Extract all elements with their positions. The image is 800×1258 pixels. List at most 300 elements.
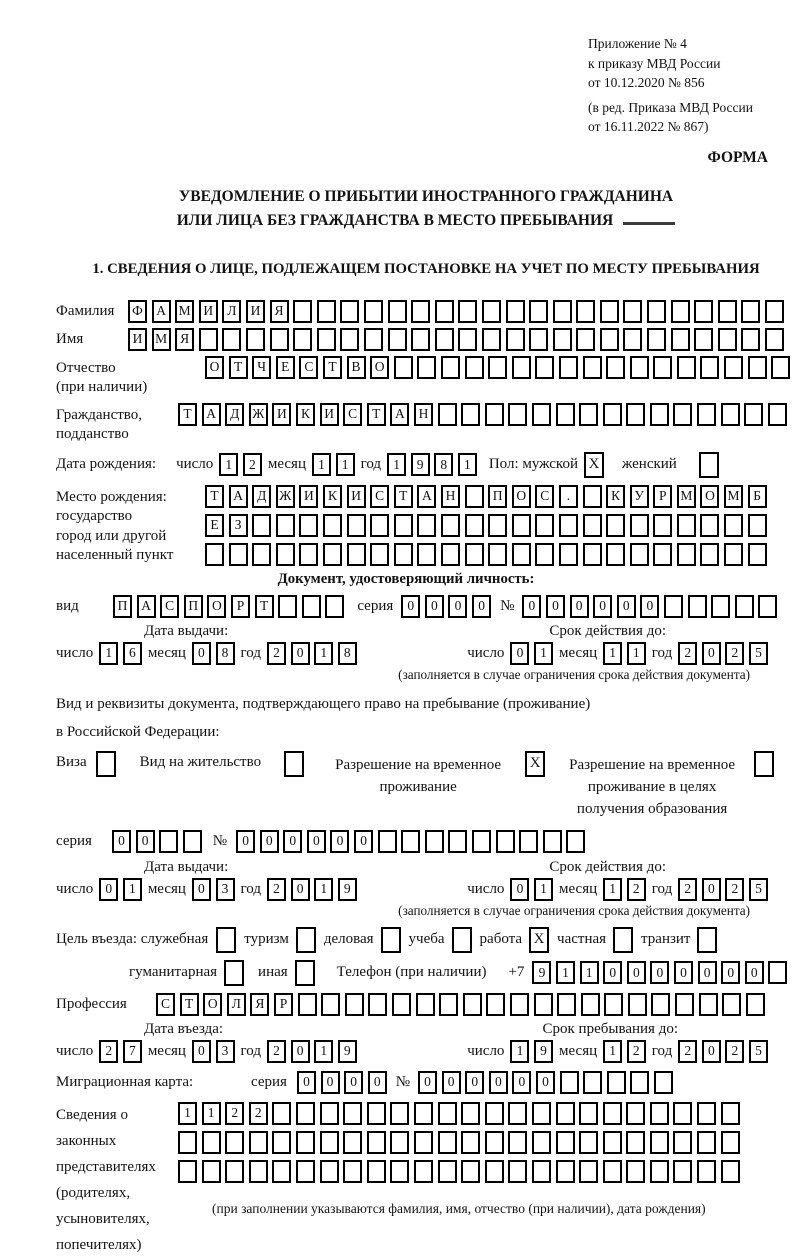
form-cell[interactable] <box>512 543 531 566</box>
form-cell[interactable] <box>272 1131 291 1154</box>
form-cell[interactable] <box>699 993 718 1016</box>
gender-male-checkbox[interactable]: X <box>584 452 604 478</box>
form-cell[interactable] <box>650 1131 669 1154</box>
form-cell[interactable]: 0 <box>674 961 693 984</box>
form-cell[interactable] <box>630 356 649 379</box>
purpose-private-checkbox[interactable] <box>613 927 633 953</box>
form-cell[interactable] <box>722 993 741 1016</box>
form-cell[interactable] <box>534 993 553 1016</box>
form-cell[interactable]: И <box>299 485 318 508</box>
form-cell[interactable]: И <box>246 300 265 323</box>
form-cell[interactable]: 0 <box>260 830 279 853</box>
form-cell[interactable] <box>607 1071 626 1094</box>
form-cell[interactable] <box>320 1102 339 1125</box>
stay-doc-valid-day-cells[interactable] <box>510 878 553 901</box>
form-cell[interactable]: Т <box>205 485 224 508</box>
form-cell[interactable]: 0 <box>448 595 467 618</box>
form-cell[interactable] <box>529 328 548 351</box>
form-cell[interactable]: Е <box>205 514 224 537</box>
form-cell[interactable] <box>465 485 484 508</box>
purpose-transit-checkbox[interactable] <box>697 927 717 953</box>
id-doc-valid-month-cells[interactable] <box>603 642 646 665</box>
form-cell[interactable] <box>486 993 505 1016</box>
id-doc-issued-year-cells[interactable] <box>267 642 357 665</box>
form-cell[interactable] <box>276 543 295 566</box>
form-cell[interactable] <box>496 830 515 853</box>
form-cell[interactable] <box>159 830 178 853</box>
form-cell[interactable] <box>485 1131 504 1154</box>
form-cell[interactable]: 1 <box>336 453 355 476</box>
firstname-cells[interactable] <box>128 328 784 351</box>
form-cell[interactable] <box>417 514 436 537</box>
form-cell[interactable]: 6 <box>123 642 142 665</box>
form-cell[interactable]: И <box>199 300 218 323</box>
form-cell[interactable] <box>392 993 411 1016</box>
form-cell[interactable] <box>559 356 578 379</box>
form-cell[interactable]: Ч <box>252 356 271 379</box>
form-cell[interactable] <box>556 1102 575 1125</box>
form-cell[interactable]: 0 <box>745 961 764 984</box>
form-cell[interactable]: С <box>535 485 554 508</box>
form-cell[interactable] <box>741 300 760 323</box>
form-cell[interactable] <box>425 830 444 853</box>
form-cell[interactable]: 0 <box>425 595 444 618</box>
form-cell[interactable]: О <box>203 993 222 1016</box>
form-cell[interactable] <box>746 993 765 1016</box>
form-cell[interactable] <box>647 300 666 323</box>
form-cell[interactable] <box>697 1131 716 1154</box>
form-cell[interactable]: 5 <box>749 878 768 901</box>
form-cell[interactable]: Т <box>255 595 274 618</box>
form-cell[interactable] <box>485 1102 504 1125</box>
form-cell[interactable]: А <box>152 300 171 323</box>
form-cell[interactable]: П <box>113 595 132 618</box>
form-cell[interactable] <box>583 514 602 537</box>
form-cell[interactable] <box>463 993 482 1016</box>
form-cell[interactable]: 2 <box>627 1040 646 1063</box>
form-cell[interactable]: 0 <box>627 961 646 984</box>
form-cell[interactable] <box>673 1102 692 1125</box>
form-cell[interactable] <box>583 485 602 508</box>
form-cell[interactable] <box>249 1131 268 1154</box>
form-cell[interactable] <box>650 1102 669 1125</box>
form-cell[interactable] <box>465 543 484 566</box>
form-cell[interactable] <box>576 300 595 323</box>
form-cell[interactable]: 1 <box>202 1102 221 1125</box>
form-cell[interactable] <box>438 1102 457 1125</box>
form-cell[interactable]: 2 <box>267 642 286 665</box>
form-cell[interactable] <box>296 1131 315 1154</box>
form-cell[interactable] <box>535 356 554 379</box>
form-cell[interactable] <box>628 993 647 1016</box>
form-cell[interactable] <box>579 403 598 426</box>
form-cell[interactable] <box>394 356 413 379</box>
form-cell[interactable]: 9 <box>338 878 357 901</box>
birthplace-cells-row3[interactable] <box>205 543 767 566</box>
form-cell[interactable] <box>340 300 359 323</box>
form-cell[interactable] <box>553 300 572 323</box>
form-cell[interactable] <box>735 595 754 618</box>
form-cell[interactable] <box>508 1102 527 1125</box>
form-cell[interactable] <box>535 514 554 537</box>
form-cell[interactable]: 9 <box>534 1040 553 1063</box>
form-cell[interactable] <box>512 514 531 537</box>
form-cell[interactable] <box>488 514 507 537</box>
form-cell[interactable] <box>623 300 642 323</box>
form-cell[interactable]: И <box>272 403 291 426</box>
form-cell[interactable] <box>317 328 336 351</box>
form-cell[interactable]: 2 <box>267 878 286 901</box>
form-cell[interactable]: С <box>160 595 179 618</box>
form-cell[interactable]: 0 <box>510 878 529 901</box>
form-cell[interactable]: 0 <box>297 1071 316 1094</box>
form-cell[interactable] <box>465 514 484 537</box>
form-cell[interactable]: В <box>347 356 366 379</box>
form-cell[interactable]: 0 <box>99 878 118 901</box>
form-cell[interactable] <box>600 328 619 351</box>
form-cell[interactable]: 1 <box>603 1040 622 1063</box>
form-cell[interactable]: З <box>229 514 248 537</box>
form-cell[interactable] <box>441 543 460 566</box>
form-cell[interactable] <box>603 1131 622 1154</box>
form-cell[interactable]: 2 <box>678 878 697 901</box>
profession-cells[interactable] <box>156 993 765 1016</box>
id-doc-kind-cells[interactable] <box>113 595 344 618</box>
form-cell[interactable] <box>768 403 787 426</box>
birth-day-cells[interactable] <box>219 453 262 476</box>
form-cell[interactable]: 0 <box>368 1071 387 1094</box>
stay-doc-valid-month-cells[interactable] <box>603 878 646 901</box>
form-cell[interactable] <box>623 328 642 351</box>
form-cell[interactable] <box>272 1102 291 1125</box>
purpose-business-checkbox[interactable] <box>381 927 401 953</box>
entry-day-cells[interactable] <box>99 1040 142 1063</box>
purpose-service-checkbox[interactable] <box>216 927 236 953</box>
form-cell[interactable]: 0 <box>570 595 589 618</box>
form-cell[interactable]: 8 <box>216 642 235 665</box>
form-cell[interactable]: 0 <box>698 961 717 984</box>
form-cell[interactable] <box>700 356 719 379</box>
form-cell[interactable]: 0 <box>401 595 420 618</box>
form-cell[interactable] <box>566 830 585 853</box>
form-cell[interactable] <box>650 403 669 426</box>
form-cell[interactable]: О <box>370 356 389 379</box>
form-cell[interactable]: 0 <box>489 1071 508 1094</box>
form-cell[interactable]: 2 <box>99 1040 118 1063</box>
form-cell[interactable] <box>390 1131 409 1154</box>
form-cell[interactable] <box>579 1131 598 1154</box>
form-cell[interactable]: 3 <box>216 878 235 901</box>
form-cell[interactable] <box>765 328 784 351</box>
form-cell[interactable]: 0 <box>291 1040 310 1063</box>
form-cell[interactable] <box>508 403 527 426</box>
form-cell[interactable]: 1 <box>314 1040 333 1063</box>
form-cell[interactable]: А <box>137 595 156 618</box>
form-cell[interactable]: Т <box>180 993 199 1016</box>
form-cell[interactable]: 0 <box>512 1071 531 1094</box>
form-cell[interactable] <box>364 300 383 323</box>
form-cell[interactable] <box>370 514 389 537</box>
stay-doc-valid-year-cells[interactable] <box>678 878 768 901</box>
id-doc-valid-day-cells[interactable] <box>510 642 553 665</box>
form-cell[interactable] <box>317 300 336 323</box>
form-cell[interactable]: 1 <box>510 1040 529 1063</box>
form-cell[interactable]: П <box>184 595 203 618</box>
birth-year-cells[interactable] <box>387 453 477 476</box>
purpose-humanitarian-checkbox[interactable] <box>224 960 244 986</box>
form-cell[interactable]: М <box>175 300 194 323</box>
form-cell[interactable]: Ж <box>276 485 295 508</box>
form-cell[interactable] <box>343 1131 362 1154</box>
form-cell[interactable]: 0 <box>465 1071 484 1094</box>
form-cell[interactable]: 0 <box>522 595 541 618</box>
form-cell[interactable] <box>458 300 477 323</box>
form-cell[interactable] <box>411 328 430 351</box>
form-cell[interactable]: 0 <box>593 595 612 618</box>
form-cell[interactable]: И <box>347 485 366 508</box>
form-cell[interactable] <box>748 514 767 537</box>
form-cell[interactable]: Т <box>178 403 197 426</box>
form-cell[interactable]: 1 <box>99 642 118 665</box>
form-cell[interactable]: 1 <box>458 453 477 476</box>
form-cell[interactable] <box>543 830 562 853</box>
form-cell[interactable]: 0 <box>536 1071 555 1094</box>
form-cell[interactable] <box>688 595 707 618</box>
form-cell[interactable] <box>293 300 312 323</box>
form-cell[interactable] <box>694 328 713 351</box>
form-cell[interactable] <box>390 1102 409 1125</box>
form-cell[interactable] <box>744 403 763 426</box>
form-cell[interactable] <box>653 356 672 379</box>
form-cell[interactable] <box>718 300 737 323</box>
form-cell[interactable] <box>583 356 602 379</box>
form-cell[interactable]: . <box>559 485 578 508</box>
form-cell[interactable]: 1 <box>603 878 622 901</box>
form-cell[interactable] <box>270 328 289 351</box>
form-cell[interactable] <box>378 830 397 853</box>
form-cell[interactable] <box>758 595 777 618</box>
stay-doc-issued-year-cells[interactable] <box>267 878 357 901</box>
form-cell[interactable] <box>675 993 694 1016</box>
form-cell[interactable]: 0 <box>236 830 255 853</box>
form-cell[interactable]: 1 <box>534 878 553 901</box>
form-cell[interactable] <box>711 595 730 618</box>
form-cell[interactable] <box>654 1071 673 1094</box>
form-cell[interactable] <box>677 356 696 379</box>
form-cell[interactable]: 1 <box>627 642 646 665</box>
form-cell[interactable] <box>647 328 666 351</box>
legal-reps-cells-row2[interactable] <box>178 1131 740 1154</box>
form-cell[interactable]: 1 <box>178 1102 197 1125</box>
form-cell[interactable] <box>721 403 740 426</box>
form-cell[interactable]: 0 <box>291 878 310 901</box>
form-cell[interactable] <box>630 1071 649 1094</box>
form-cell[interactable] <box>417 543 436 566</box>
form-cell[interactable] <box>482 300 501 323</box>
form-cell[interactable] <box>559 543 578 566</box>
form-cell[interactable]: 0 <box>418 1071 437 1094</box>
form-cell[interactable]: 0 <box>650 961 669 984</box>
form-cell[interactable] <box>205 543 224 566</box>
form-cell[interactable]: 2 <box>678 642 697 665</box>
form-cell[interactable] <box>556 403 575 426</box>
form-cell[interactable]: 1 <box>312 453 331 476</box>
form-cell[interactable] <box>626 1131 645 1154</box>
form-cell[interactable]: Б <box>748 485 767 508</box>
form-cell[interactable]: И <box>128 328 147 351</box>
form-cell[interactable]: 0 <box>702 1040 721 1063</box>
form-cell[interactable] <box>583 1071 602 1094</box>
form-cell[interactable]: О <box>207 595 226 618</box>
form-cell[interactable] <box>296 1102 315 1125</box>
form-cell[interactable]: 1 <box>387 453 406 476</box>
form-cell[interactable] <box>482 328 501 351</box>
form-cell[interactable]: Т <box>394 485 413 508</box>
residence-permit-checkbox[interactable] <box>284 751 304 777</box>
form-cell[interactable] <box>276 514 295 537</box>
form-cell[interactable] <box>532 1102 551 1125</box>
form-cell[interactable] <box>485 403 504 426</box>
form-cell[interactable] <box>556 1131 575 1154</box>
form-cell[interactable] <box>724 543 743 566</box>
form-cell[interactable]: 0 <box>344 1071 363 1094</box>
form-cell[interactable]: 1 <box>556 961 575 984</box>
form-cell[interactable]: М <box>152 328 171 351</box>
form-cell[interactable]: П <box>488 485 507 508</box>
form-cell[interactable] <box>321 993 340 1016</box>
form-cell[interactable]: Л <box>227 993 246 1016</box>
form-cell[interactable]: 1 <box>314 878 333 901</box>
form-cell[interactable] <box>439 993 458 1016</box>
form-cell[interactable] <box>417 356 436 379</box>
form-cell[interactable]: 9 <box>338 1040 357 1063</box>
form-cell[interactable]: 0 <box>354 830 373 853</box>
form-cell[interactable] <box>298 993 317 1016</box>
form-cell[interactable] <box>178 1131 197 1154</box>
form-cell[interactable]: Р <box>231 595 250 618</box>
form-cell[interactable]: С <box>343 403 362 426</box>
form-cell[interactable] <box>651 993 670 1016</box>
form-cell[interactable]: 2 <box>725 1040 744 1063</box>
form-cell[interactable] <box>183 830 202 853</box>
form-cell[interactable] <box>320 1131 339 1154</box>
id-doc-valid-year-cells[interactable] <box>678 642 768 665</box>
form-cell[interactable]: О <box>700 485 719 508</box>
form-cell[interactable]: 0 <box>472 595 491 618</box>
form-cell[interactable]: 0 <box>307 830 326 853</box>
form-cell[interactable] <box>506 328 525 351</box>
form-cell[interactable]: Я <box>270 300 289 323</box>
form-cell[interactable]: 2 <box>249 1102 268 1125</box>
form-cell[interactable] <box>748 356 767 379</box>
form-cell[interactable]: Н <box>441 485 460 508</box>
migration-card-number-cells[interactable] <box>418 1071 673 1094</box>
form-cell[interactable]: О <box>205 356 224 379</box>
form-cell[interactable] <box>414 1102 433 1125</box>
form-cell[interactable] <box>278 595 297 618</box>
form-cell[interactable]: 1 <box>219 453 238 476</box>
stay-until-year-cells[interactable] <box>678 1040 768 1063</box>
form-cell[interactable] <box>510 993 529 1016</box>
form-cell[interactable]: 0 <box>603 961 622 984</box>
form-cell[interactable]: А <box>390 403 409 426</box>
form-cell[interactable] <box>741 328 760 351</box>
form-cell[interactable]: 9 <box>411 453 430 476</box>
form-cell[interactable] <box>724 514 743 537</box>
form-cell[interactable] <box>370 543 389 566</box>
stay-doc-issued-month-cells[interactable] <box>192 878 235 901</box>
form-cell[interactable] <box>576 328 595 351</box>
form-cell[interactable] <box>401 830 420 853</box>
form-cell[interactable] <box>671 328 690 351</box>
form-cell[interactable] <box>673 1131 692 1154</box>
form-cell[interactable]: 1 <box>314 642 333 665</box>
form-cell[interactable]: 0 <box>442 1071 461 1094</box>
form-cell[interactable]: Л <box>222 300 241 323</box>
form-cell[interactable] <box>246 328 265 351</box>
form-cell[interactable] <box>435 300 454 323</box>
surname-cells[interactable] <box>128 300 784 323</box>
form-cell[interactable] <box>340 328 359 351</box>
form-cell[interactable]: К <box>323 485 342 508</box>
form-cell[interactable]: С <box>156 993 175 1016</box>
form-cell[interactable]: 0 <box>640 595 659 618</box>
form-cell[interactable]: 0 <box>192 878 211 901</box>
form-cell[interactable]: 0 <box>330 830 349 853</box>
form-cell[interactable] <box>388 300 407 323</box>
form-cell[interactable]: А <box>417 485 436 508</box>
form-cell[interactable] <box>441 356 460 379</box>
form-cell[interactable] <box>535 543 554 566</box>
form-cell[interactable]: М <box>724 485 743 508</box>
form-cell[interactable] <box>345 993 364 1016</box>
form-cell[interactable] <box>364 328 383 351</box>
form-cell[interactable] <box>664 595 683 618</box>
form-cell[interactable] <box>458 328 477 351</box>
form-cell[interactable]: 2 <box>725 642 744 665</box>
form-cell[interactable]: Д <box>225 403 244 426</box>
form-cell[interactable] <box>560 1071 579 1094</box>
form-cell[interactable] <box>700 543 719 566</box>
purpose-tourism-checkbox[interactable] <box>296 927 316 953</box>
form-cell[interactable] <box>438 1131 457 1154</box>
form-cell[interactable]: 2 <box>243 453 262 476</box>
form-cell[interactable] <box>368 993 387 1016</box>
form-cell[interactable]: С <box>299 356 318 379</box>
purpose-work-checkbox[interactable]: X <box>529 927 549 953</box>
form-cell[interactable] <box>202 1131 221 1154</box>
form-cell[interactable]: К <box>296 403 315 426</box>
form-cell[interactable] <box>583 543 602 566</box>
form-cell[interactable] <box>697 403 716 426</box>
form-cell[interactable]: 0 <box>617 595 636 618</box>
form-cell[interactable]: С <box>370 485 389 508</box>
form-cell[interactable] <box>416 993 435 1016</box>
form-cell[interactable] <box>343 1102 362 1125</box>
form-cell[interactable] <box>394 543 413 566</box>
form-cell[interactable] <box>512 356 531 379</box>
form-cell[interactable] <box>222 328 241 351</box>
form-cell[interactable] <box>721 1131 740 1154</box>
form-cell[interactable]: 0 <box>702 642 721 665</box>
form-cell[interactable] <box>199 328 218 351</box>
form-cell[interactable] <box>765 300 784 323</box>
form-cell[interactable]: 9 <box>532 961 551 984</box>
form-cell[interactable] <box>325 595 344 618</box>
form-cell[interactable] <box>673 403 692 426</box>
form-cell[interactable]: 0 <box>721 961 740 984</box>
form-cell[interactable]: 2 <box>678 1040 697 1063</box>
